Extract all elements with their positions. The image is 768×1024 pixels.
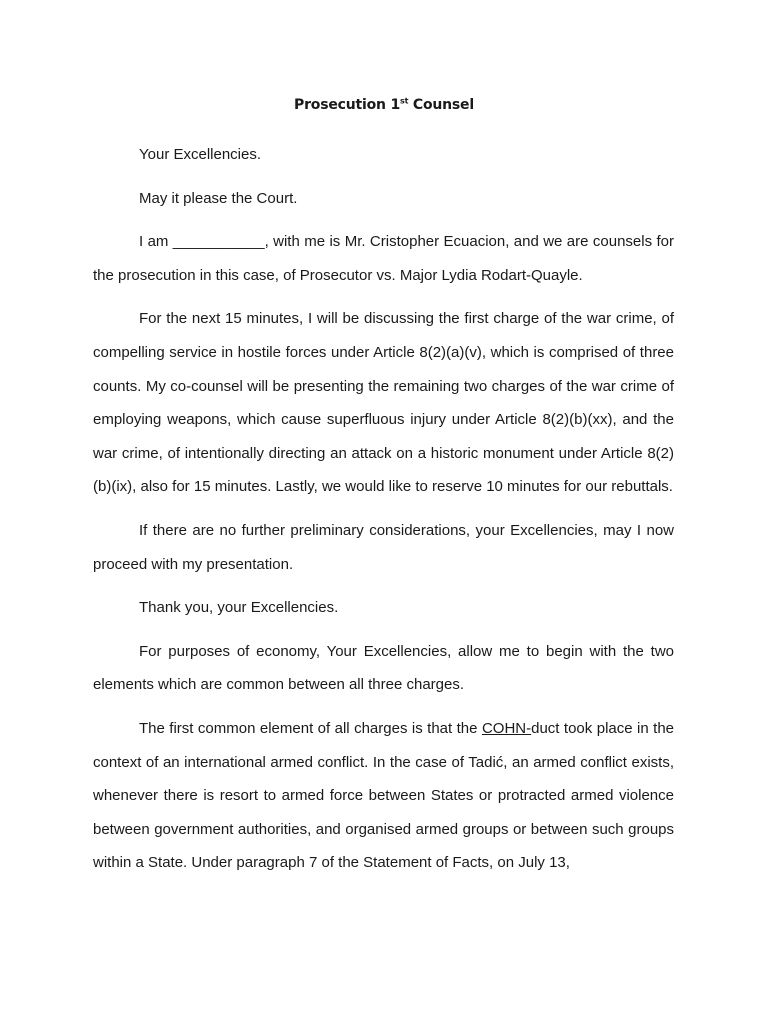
paragraph-thanks: Thank you, your Excellencies.: [139, 599, 339, 617]
armed-conflict-text-end: duct took place in the context of an international armed conflict. In the case of Tadić, an armed conflict exists, whenever there is resort to armed force between States or protracted armed violence between government authorities, and organised armed groups or between such groups within a State. Under paragraph 7 of the Statement of Facts, on July 13,: [93, 719, 675, 872]
paragraph-common-elements: For purposes of economy, Your Excellencies, allow me to begin with the two elements which are common between all three charges.: [93, 642, 674, 694]
title-text-end: Counsel: [408, 97, 474, 113]
paragraph-court-address: May it please the Court.: [139, 189, 298, 207]
paragraph-armed-conflict: [93, 712, 674, 880]
paragraph-introduction: I am ___________, with me is Mr. Cristopher Ecuacion, and we are counsels for the prosecution in this case, of Prosecutor vs. Major Lydia Rodart-Quayle.: [93, 233, 674, 284]
paragraph-proceed-request: If there are no further preliminary considerations, your Excellencies, may I now proceed with my presentation.: [93, 521, 674, 573]
paragraph-greeting: Your Excellencies.: [139, 146, 262, 163]
paragraph-charges-overview: For the next 15 minutes, I will be discussing the first charge of the war crime, of compelling service in hostile forces under Article 8(2)(a)(v), which is comprised of three counts. My co-counsel will be presenting the remaining two charges of the war crime of employing weapons, which cause superfluous injury under Article 8(2)(b)(xx), and the war crime, of intentionally directing an attack on a historic monument under Article 8(2)(b)(ix), also for 15 minutes. Lastly, we would like to reserve 10 minutes for our rebuttals.: [93, 310, 674, 496]
title-superscript: st: [400, 96, 409, 106]
title-text: Prosecution 1: [294, 97, 401, 113]
document-body: [93, 138, 674, 890]
armed-conflict-text-start: The first common element of all charges is that the: [139, 719, 482, 737]
document-title: [0, 97, 768, 113]
underlined-pronunciation: COHN-: [481, 719, 532, 737]
